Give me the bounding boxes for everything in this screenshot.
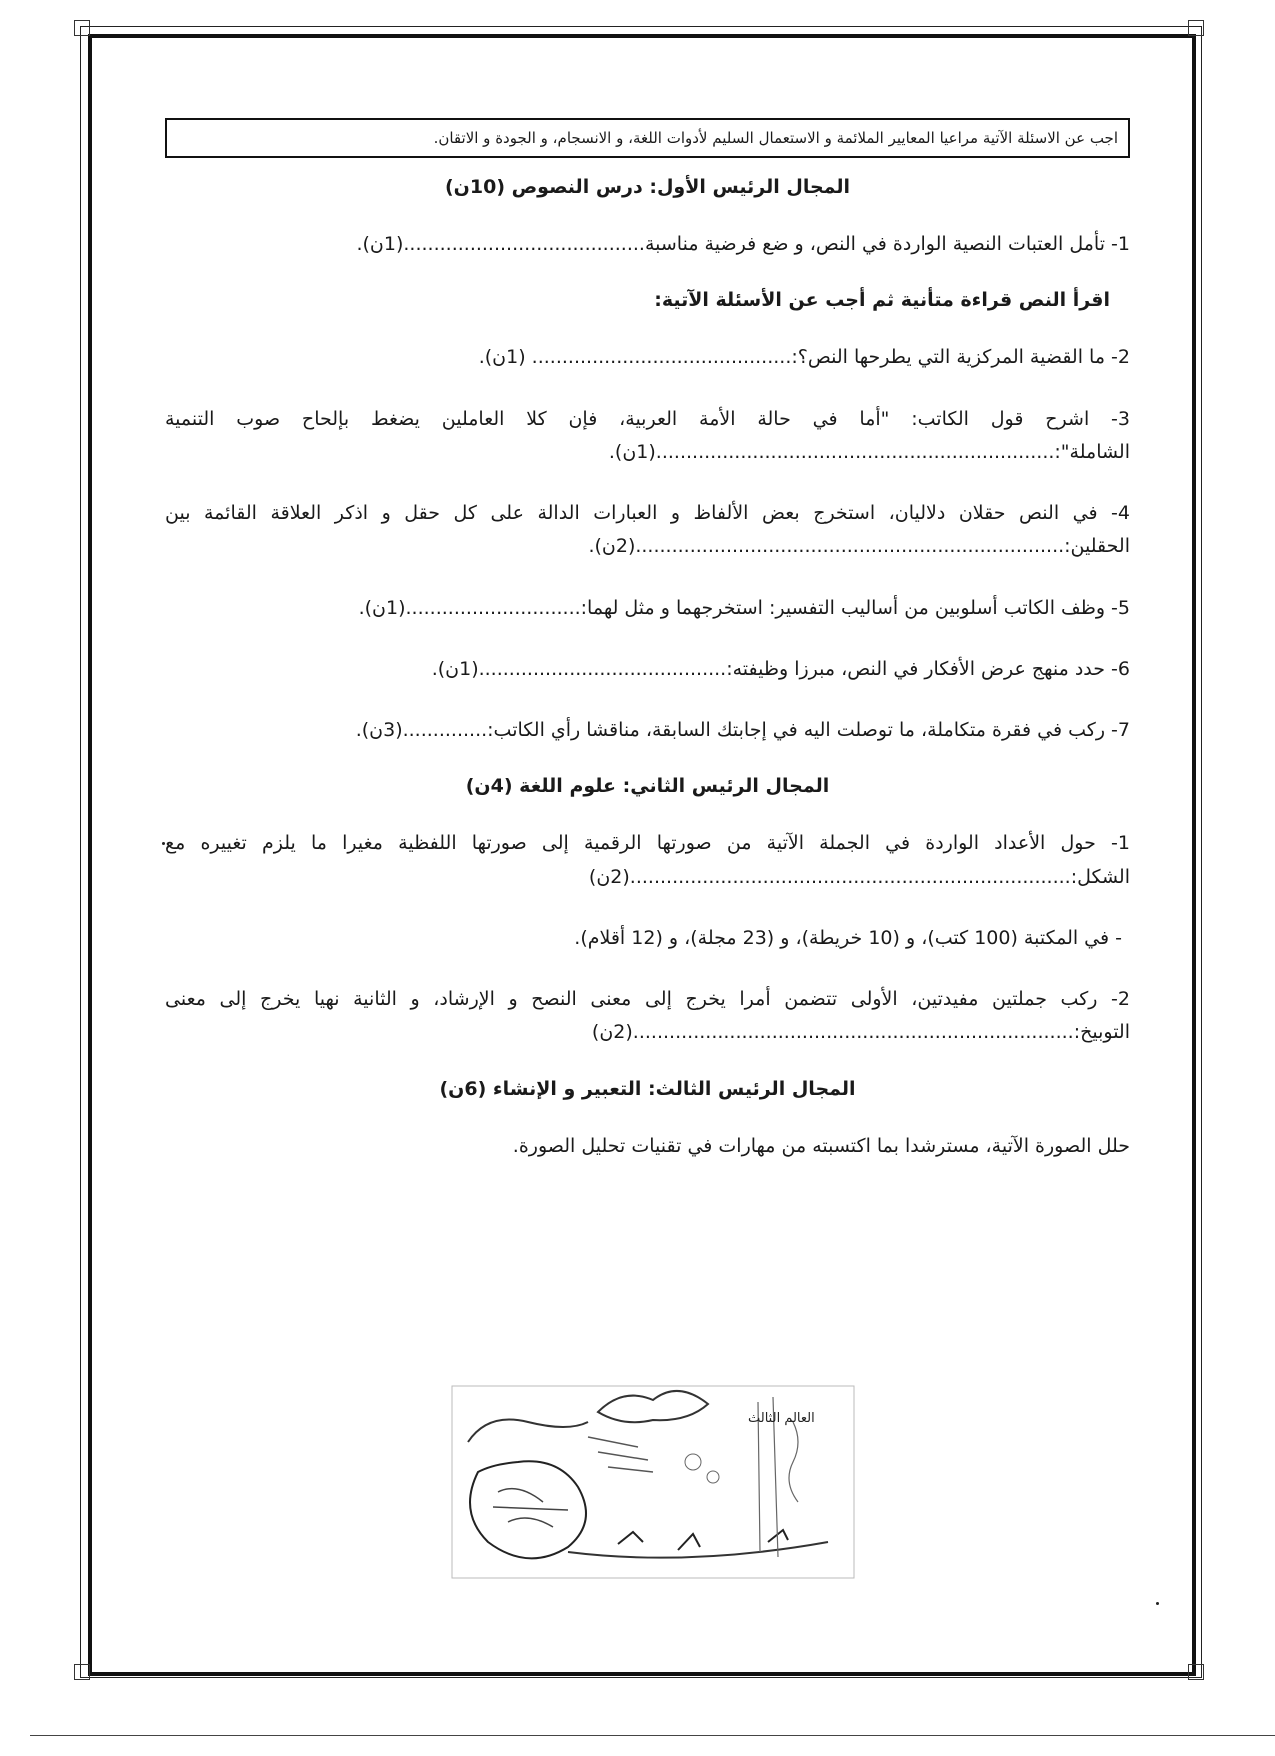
question-1-1: 1- تأمل العتبات النصية الواردة في النص، و ضع فرضية مناسبة........................................(1ن).: [356, 233, 1130, 255]
stray-dot: [162, 842, 165, 845]
question-1-4: 4- في النص حقلان دلاليان، استخرج بعض الألفاظ و العبارات الدالة على كل حقل و اذكر العلاقة القائمة بين الحقلين:.......................................................................(2ن).: [165, 502, 1130, 558]
caricature-image: [448, 1382, 858, 1582]
question-2-1-example: - في المكتبة (100 كتب)، و (10 خريطة)، و (23 مجلة)، و (12 أقلام).: [574, 926, 1122, 949]
question-1-5: 5- وظف الكاتب أسلوبين من أساليب التفسير: استخرجهما و مثل لهما:.............................(1ن).: [358, 596, 1130, 619]
stray-dot: [1156, 1602, 1159, 1605]
question-1-6: 6- حدد منهج عرض الأفكار في النص، مبرزا وظيفته:.........................................(1ن).: [431, 657, 1130, 680]
figure-sketch: [470, 1461, 586, 1558]
frame-corner-mark: [1188, 20, 1204, 36]
exam-content: [165, 118, 1130, 1191]
frame-corner-mark: [1188, 1664, 1204, 1680]
section3-heading: المجال الرئيس الثالث: التعبير و الإنشاء (6ن): [439, 1077, 856, 1100]
read-instruction: اقرأ النص قراءة متأنية ثم أجب عن الأسئلة الآتية:: [654, 289, 1110, 312]
question-2-2: 2- ركب جملتين مفيدتين، الأولى تتضمن أمرا يخرج إلى معنى النصح و الإرشاد، و الثانية نهيا يخرج إلى معنى التوبيخ:.........................................................................(2ن): [165, 988, 1130, 1044]
section1-heading: المجال الرئيس الأول: درس النصوص (10ن): [444, 176, 851, 198]
horned-head-sketch: [598, 1391, 708, 1422]
instructions-box: اجب عن الاسئلة الآتية مراعيا المعايير الملائمة و الاستعمال السليم لأدوات اللغة، و الانسجام، و الجودة و الاتقان.: [165, 118, 1130, 158]
section2-heading: المجال الرئيس الثاني: علوم اللغة (4ن): [465, 775, 830, 798]
question-1-2: 2- ما القضية المركزية التي يطرحها النص؟:........................................... (1ن).: [478, 346, 1130, 369]
question-2-1: 1- حول الأعداد الواردة في الجملة الآتية من صورتها الرقمية إلى صورتها اللفظية مغيرا ما يلزم تغييره مع الشكل:.........................................................................(2ن): [165, 832, 1130, 888]
frame-corner-mark: [74, 20, 90, 36]
sketch-line: [468, 1420, 588, 1443]
frame-corner-mark: [74, 1664, 90, 1680]
question-1-7: 7- ركب في فقرة متكاملة، ما توصلت اليه في إجابتك السابقة، مناقشا رأي الكاتب:..............(3ن).: [355, 719, 1130, 741]
question-1-3: 3- اشرح قول الكاتب: "أما في حالة الأمة العربية، فإن كلا العاملين يضغط بإلحاح صوب التنمية الشاملة":..................................................................(1ن).: [165, 407, 1130, 463]
bottom-scan-line: [30, 1735, 1275, 1736]
expression-task: حلل الصورة الآتية، مسترشدا بما اكتسبته من مهارات في تقنيات تحليل الصورة.: [512, 1134, 1130, 1157]
image-caption: العالم الثالث: [748, 1411, 815, 1426]
